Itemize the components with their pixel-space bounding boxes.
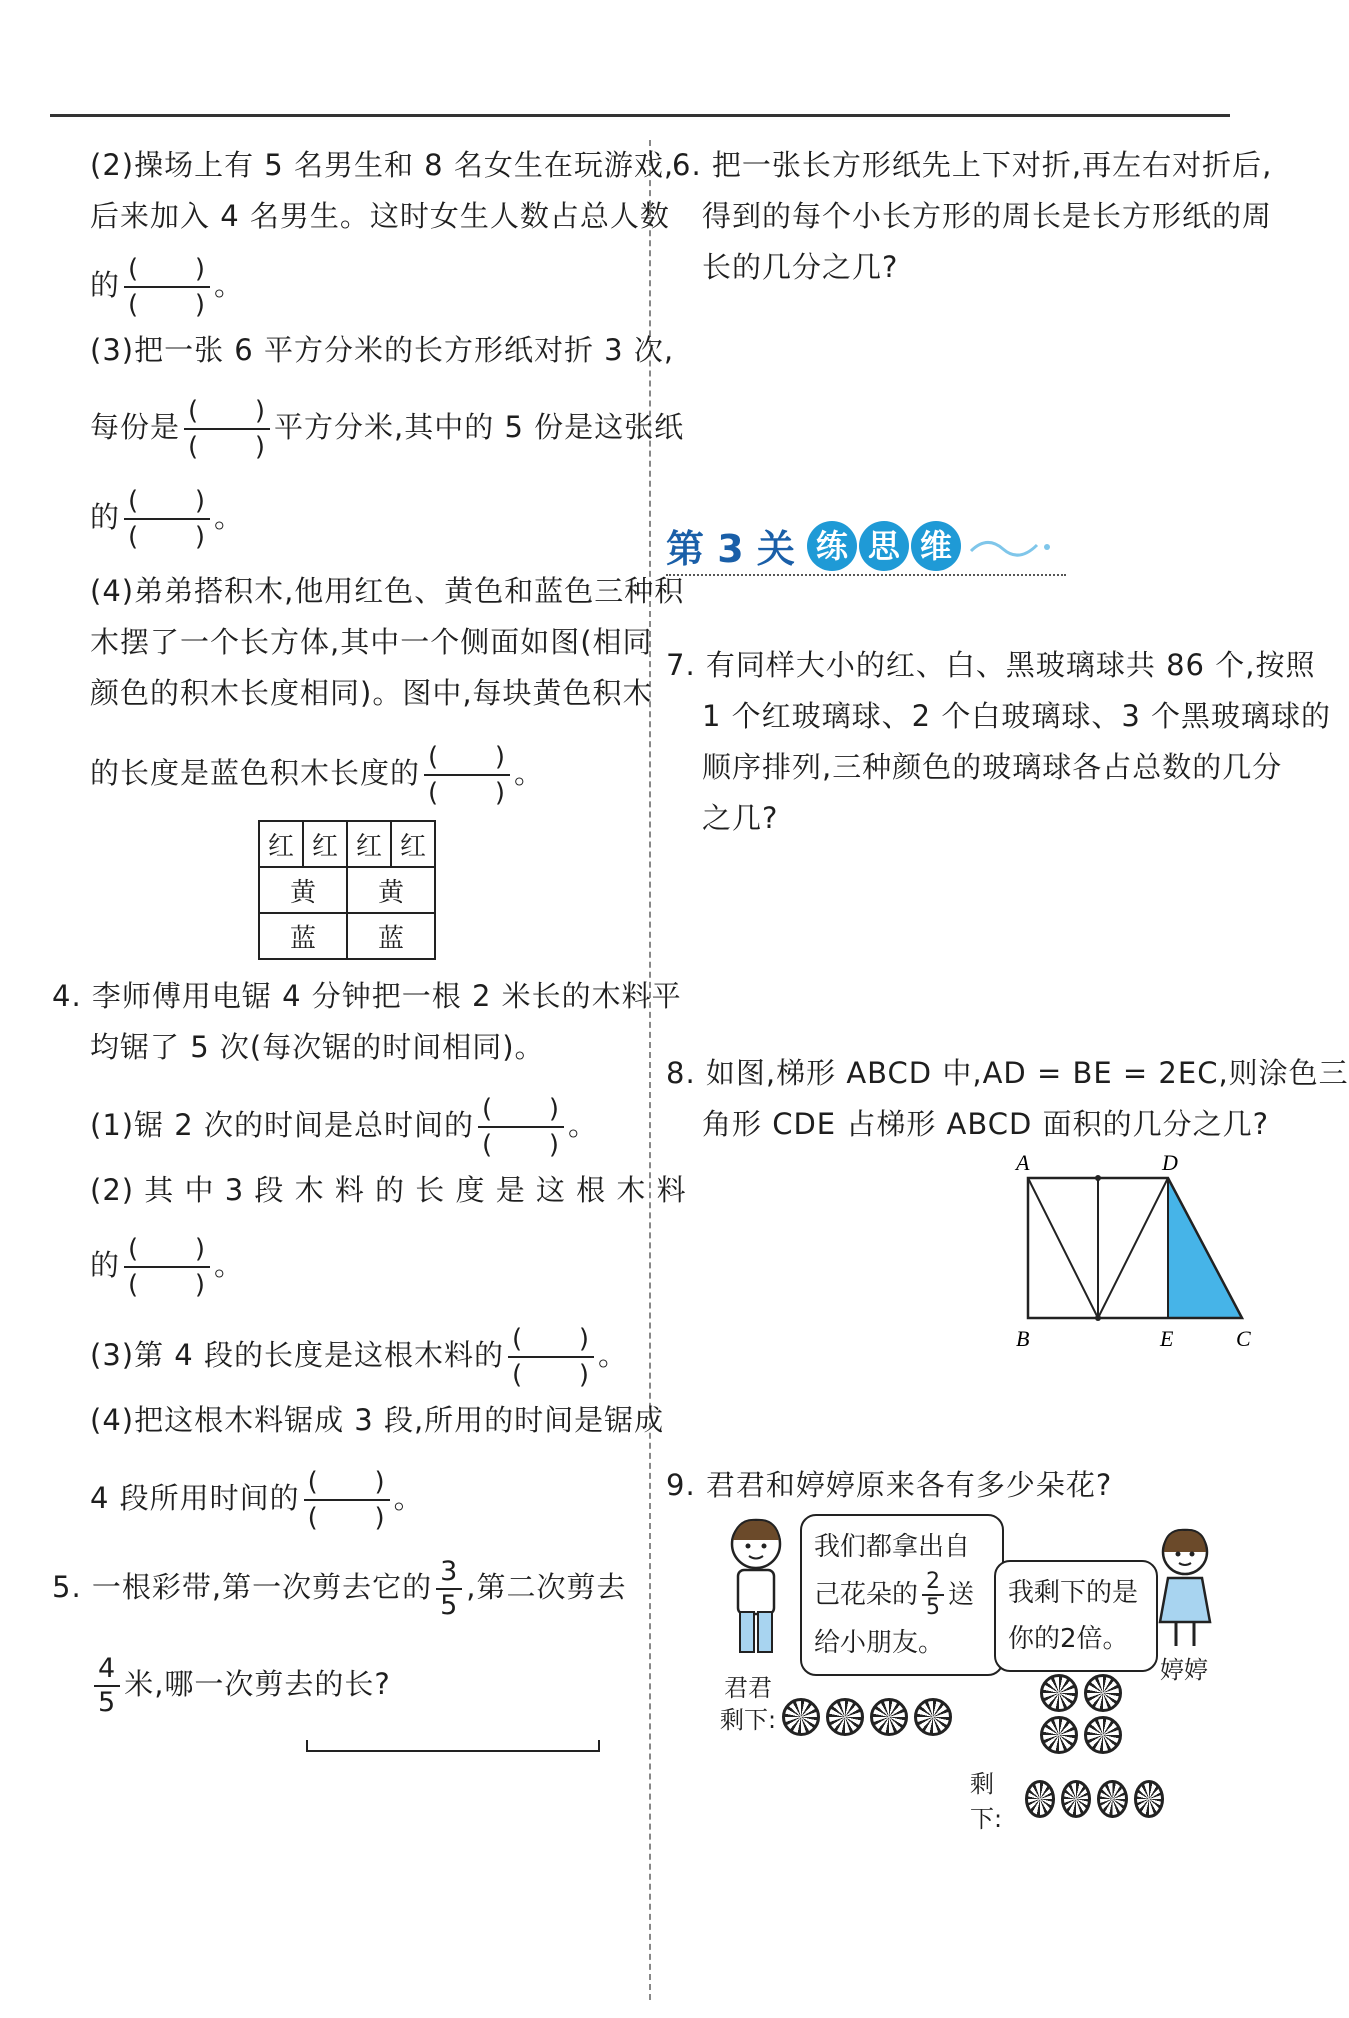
girl-figure — [1150, 1522, 1220, 1652]
blue-block: 蓝 — [259, 913, 347, 959]
q9-line1: 9. 君君和婷婷原来各有多少朵花? — [666, 1468, 1113, 1502]
q4-2-line2: 的 ( ) ( ) 。 — [90, 1234, 245, 1300]
q3-4-line2: 木摆了一个长方体,其中一个侧面如图(相同 — [90, 625, 653, 659]
top-rule — [50, 114, 1230, 117]
badge-char: 思 — [859, 521, 909, 571]
remaining-label: 剩下: — [720, 1705, 777, 1734]
speech-bubble-tingting: 我剩下的是 你的2倍。 — [994, 1560, 1158, 1672]
q7-line2: 1 个红玻璃球、2 个白玻璃球、3 个黑玻璃球的 — [702, 699, 1332, 733]
answer-fraction[interactable]: ( ) ( ) — [304, 1465, 390, 1535]
red-block: 红 — [259, 821, 303, 867]
yellow-block: 黄 — [259, 867, 347, 913]
q4-2-line1: (2) 其 中 3 段 木 料 的 长 度 是 这 根 木 料 — [90, 1173, 687, 1207]
q3-2-line3: 的 ( ) ( ) 。 — [90, 254, 245, 320]
junjun-remaining — [720, 1698, 958, 1736]
answer-fraction[interactable]: ( ) ( ) — [124, 1232, 210, 1302]
name-junjun: 君君 — [724, 1674, 772, 1702]
answer-fraction[interactable]: ( ) ( ) — [124, 484, 210, 554]
answer-fraction[interactable]: ( ) ( ) — [124, 252, 210, 322]
q3-4-line1: (4)弟弟搭积木,他用红色、黄色和蓝色三种积 — [90, 574, 685, 608]
red-block: 红 — [303, 821, 347, 867]
q6-line3: 长的几分之几? — [702, 250, 899, 284]
q8-line2: 角形 CDE 占梯形 ABCD 面积的几分之几? — [702, 1107, 1269, 1141]
fraction: $\frac{4}{5}$ — [94, 1653, 120, 1719]
q4-4-line2: 4 段所用时间的 ( ) ( ) 。 — [90, 1467, 424, 1533]
q3-2-line2: 后来加入 4 名男生。这时女生人数占总人数 — [90, 199, 670, 233]
q4-line1: 4. 李师傅用电锯 4 分钟把一根 2 米长的木料平 — [52, 979, 682, 1013]
flower-icon — [1084, 1674, 1122, 1712]
label-e: E — [1160, 1326, 1174, 1351]
fraction: $\frac{2}{5}$ — [922, 1570, 944, 1620]
flower-icon — [1040, 1674, 1078, 1712]
name-tingting: 婷婷 — [1160, 1656, 1208, 1684]
yellow-block: 黄 — [347, 867, 435, 913]
answer-fraction[interactable]: ( ) ( ) — [478, 1092, 564, 1162]
q4-1: (1)锯 2 次的时间是总时间的 ( ) ( ) 。 — [90, 1094, 598, 1160]
flower-icon — [782, 1698, 820, 1736]
q5-line2: $\frac{4}{5}$ 米,哪一次剪去的长? — [90, 1653, 391, 1719]
block-diagram — [258, 820, 436, 960]
answer-line[interactable] — [306, 1740, 600, 1752]
q3-3-line2: 每份是 ( ) ( ) 平方分米,其中的 5 份是这张纸 — [90, 396, 685, 462]
q7-line1: 7. 有同样大小的红、白、黑玻璃球共 86 个,按照 — [666, 648, 1316, 682]
badge-char: 练 — [807, 521, 857, 571]
q5-line1: 5. 一根彩带,第一次剪去它的 $\frac{3}{5}$ ,第二次剪去 — [52, 1556, 627, 1621]
answer-fraction[interactable]: ( ) ( ) — [424, 740, 510, 810]
speech-bubble-junjun: 我们都拿出自 己花朵的 $\frac{2}{5}$ 送 给小朋友。 — [800, 1514, 1004, 1676]
q7-line3: 顺序排列,三种颜色的玻璃球各占总数的几分 — [702, 750, 1283, 784]
flower-icon — [826, 1698, 864, 1736]
badge-char: 维 — [911, 521, 961, 571]
q3-4-line4: 的长度是蓝色积木长度的 ( ) ( ) 。 — [90, 742, 545, 808]
q3-3-line3: 的 ( ) ( ) 。 — [90, 486, 245, 552]
label-d: D — [1162, 1150, 1178, 1175]
flower-icon — [870, 1698, 908, 1736]
red-block: 红 — [391, 821, 435, 867]
flower-icon — [914, 1698, 952, 1736]
q6-line1: 6. 把一张长方形纸先上下对折,再左右对折后, — [672, 148, 1273, 182]
section-header — [666, 518, 1057, 573]
q6-line2: 得到的每个小长方形的周长是长方形纸的周 — [702, 199, 1273, 233]
boy-figure — [716, 1512, 796, 1662]
label-b: B — [1016, 1326, 1030, 1351]
label-a: A — [1016, 1150, 1030, 1175]
blue-block: 蓝 — [347, 913, 435, 959]
q3-3-line1: (3)把一张 6 平方分米的长方形纸对折 3 次, — [90, 333, 675, 367]
flower-icon — [1040, 1716, 1078, 1754]
q4-3: (3)第 4 段的长度是这根木料的 ( ) ( ) 。 — [90, 1324, 628, 1390]
decoration-icon — [967, 531, 1057, 561]
answer-fraction[interactable]: ( ) ( ) — [508, 1322, 594, 1392]
q4-line2: 均锯了 5 次(每次锯的时间相同)。 — [90, 1030, 545, 1064]
flower-icon — [1025, 1780, 1055, 1818]
q7-line4: 之几? — [702, 801, 779, 835]
tingting-remaining — [970, 1674, 1170, 1834]
trapezoid-diagram — [1008, 1150, 1268, 1360]
q4-4-line1: (4)把这根木料锯成 3 段,所用的时间是锯成 — [90, 1403, 665, 1437]
flower-icon — [1084, 1716, 1122, 1754]
section-dots — [666, 574, 1066, 576]
label-c: C — [1236, 1326, 1251, 1351]
answer-fraction[interactable]: ( ) ( ) — [184, 394, 270, 464]
q8-line1: 8. 如图,梯形 ABCD 中,AD = BE = 2EC,则涂色三 — [666, 1056, 1349, 1090]
q3-2-line1: (2)操场上有 5 名男生和 8 名女生在玩游戏, — [90, 148, 675, 182]
q3-4-line3: 颜色的积木长度相同)。图中,每块黄色积木 — [90, 676, 653, 710]
remaining-label: 剩下: — [970, 1770, 1003, 1833]
fraction: $\frac{3}{5}$ — [436, 1556, 462, 1622]
section-prefix: 第 3 关 — [666, 527, 795, 571]
flower-icon — [1061, 1780, 1091, 1818]
flower-icon — [1134, 1780, 1164, 1818]
flower-icon — [1097, 1780, 1127, 1818]
red-block: 红 — [347, 821, 391, 867]
